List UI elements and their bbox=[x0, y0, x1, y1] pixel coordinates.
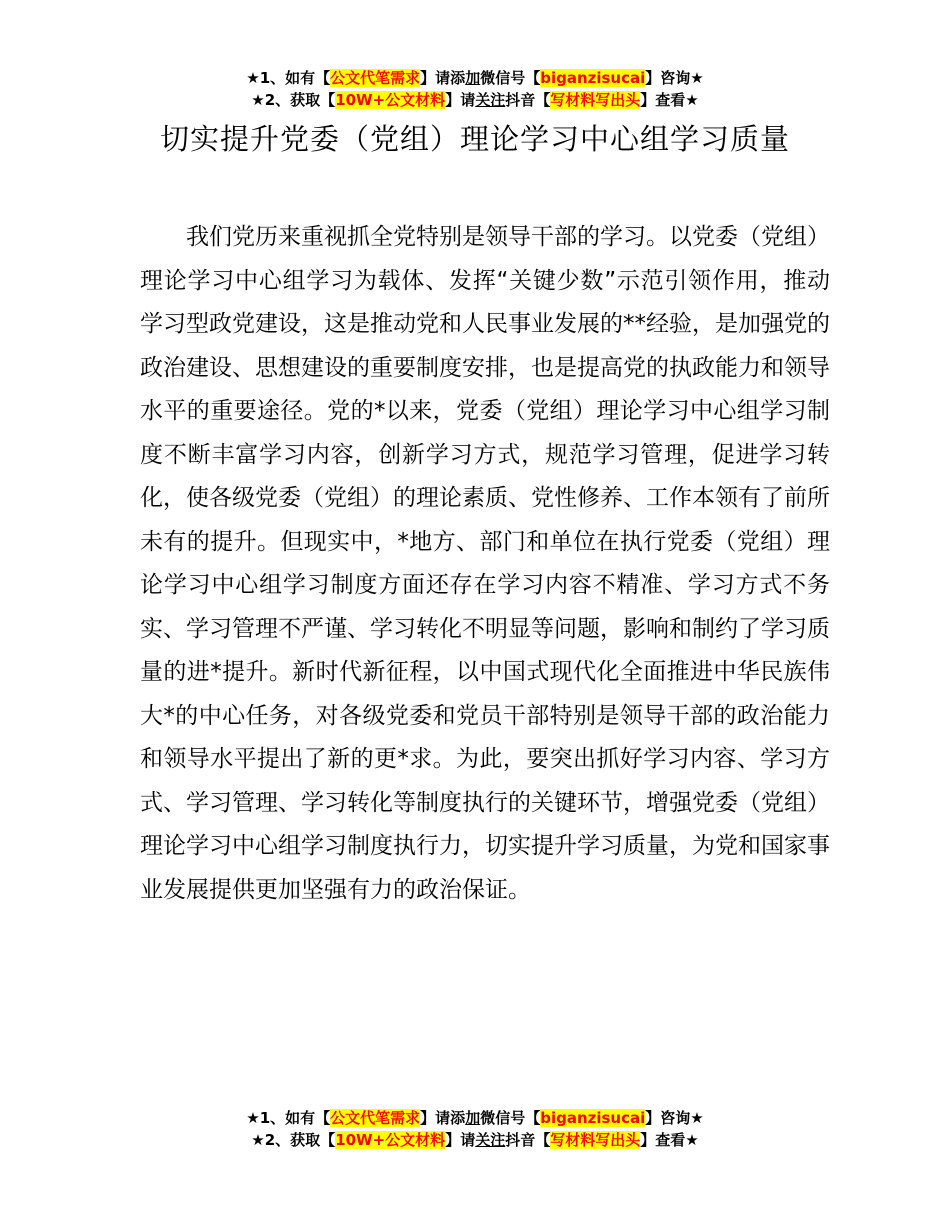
promo-highlight: biganzisucai bbox=[540, 69, 646, 87]
promo-text: 】咨询★ bbox=[645, 69, 704, 87]
promo-text: 关注 bbox=[475, 1131, 506, 1149]
document-title: 切实提升党委（党组）理论学习中心组学习质量 bbox=[159, 122, 790, 156]
promo-header bbox=[0, 67, 950, 111]
promo-highlight: 写材料写出头 bbox=[550, 1131, 641, 1149]
promo-text: 关注 bbox=[475, 91, 506, 109]
promo-text: ★1、如有【 bbox=[246, 69, 331, 87]
promo-text: 】查看★ bbox=[640, 91, 699, 109]
promo-line-1 bbox=[0, 67, 950, 89]
promo-line-2 bbox=[0, 1129, 950, 1151]
promo-highlight: 公文代笔需求 bbox=[330, 1109, 421, 1127]
promo-highlight: 公文代笔需求 bbox=[330, 69, 421, 87]
promo-footer bbox=[0, 1107, 950, 1151]
promo-text: 微信号【 bbox=[480, 69, 541, 87]
promo-text: 微信号【 bbox=[480, 1109, 541, 1127]
promo-text: 】请添 bbox=[420, 69, 466, 87]
promo-text: 抖音【 bbox=[505, 91, 551, 109]
document-body-paragraph: 我们党历来重视抓全党特别是领导干部的学习。以党委（党组）理论学习中心组学习为载体、发挥“关键少数”示范引领作用，推动学习型政党建设，这是推动党和人民事业发展的**经验，是加强党的政治建设、思想建设的重要制度安排，也是提高党的执政能力和领导水平的重要途径。党的*以来，党委（党组）理论学习中心组学习制度不断丰富学习内容，创新学习方式，规范学习管理，促进学习转化，使各级党委（党组）的理论素质、党性修养、工作本领有了前所未有的提升。但现实中，*地方、部门和单位在执行党委（党组）理论学习中心组学习制度方面还存在学习内容不精准、学习方式不务实、学习管理不严谨、学习转化不明显等问题，影响和制约了学习质量的进*提升。新时代新征程，以中国式现代化全面推进中华民族伟大*的中心任务，对各级党委和党员干部特别是领导干部的政治能力和领导水平提出了新的更*求。为此，要突出抓好学习内容、学习方式、学习管理、学习转化等制度执行的关键环节，增强党委（党组）理论学习中心组学习制度执行力，切实提升学习质量，为党和国家事业发展提供更加坚强有力的政治保证。 bbox=[140, 224, 830, 903]
promo-highlight: 10W+公文材料 bbox=[335, 1131, 446, 1149]
promo-text: 】请添 bbox=[420, 1109, 466, 1127]
promo-text: 】咨询★ bbox=[645, 1109, 704, 1127]
promo-text: 】请 bbox=[445, 91, 476, 109]
promo-text: ★2、获取【 bbox=[251, 1131, 336, 1149]
promo-line-2 bbox=[0, 89, 950, 111]
promo-highlight: 写材料写出头 bbox=[550, 91, 641, 109]
promo-text: 】请 bbox=[445, 1131, 476, 1149]
promo-highlight: 10W+公文材料 bbox=[335, 91, 446, 109]
promo-text: 】查看★ bbox=[640, 1131, 699, 1149]
promo-text: ★1、如有【 bbox=[246, 1109, 331, 1127]
promo-text: 抖音【 bbox=[505, 1131, 551, 1149]
promo-highlight: biganzisucai bbox=[540, 1109, 646, 1127]
promo-text: ★2、获取【 bbox=[251, 91, 336, 109]
promo-text: 加 bbox=[465, 69, 481, 87]
promo-text: 加 bbox=[465, 1109, 481, 1127]
promo-line-1 bbox=[0, 1107, 950, 1129]
